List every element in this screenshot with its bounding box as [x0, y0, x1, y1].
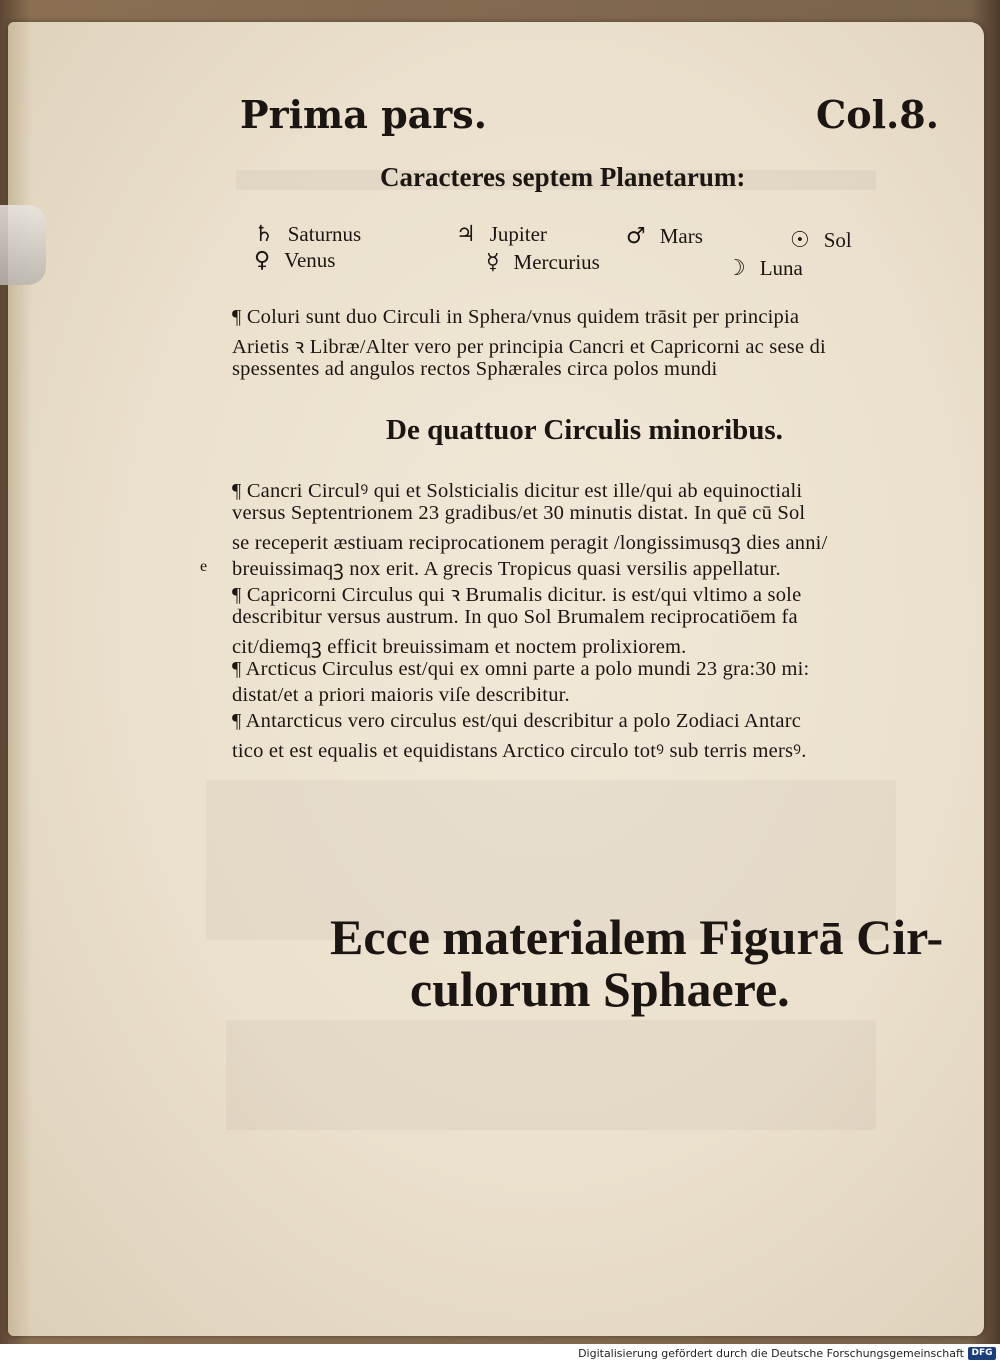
planet-mars: [626, 224, 703, 249]
text-line: versus Septentrionem 23 gradibus/et 30 minutis distat. In quē cū Sol: [232, 502, 806, 524]
dfg-logo: DFG: [968, 1347, 996, 1360]
funding-notice: Digitalisierung gefördert durch die Deutsche Forschungsgemeinschaft: [578, 1347, 964, 1360]
running-head: Prima pars.: [240, 92, 487, 137]
text-line: ¶ Cancri Circulꝰ qui et Solsticialis dicitur est ille/qui ab equinoctiali: [232, 480, 803, 502]
planet-name: Saturnus: [287, 222, 362, 246]
text-line: ¶ Arcticus Circulus est/qui ex omni parte a polo mundi 23 gra:30 mi:: [232, 658, 810, 680]
planet-name: Mercurius: [513, 250, 600, 274]
text-line: ¶ Capricorni Circulus qui ꝛ Brumalis dicitur. is est/qui vltimo a sole: [232, 584, 802, 606]
planets-heading: Caracteres septem Planetarum:: [380, 162, 746, 192]
figure-caption-line: culorum Sphaere.: [410, 961, 790, 1017]
text-line: ¶ Coluri sunt duo Circuli in Sphera/vnus quidem trāsit per principia: [232, 306, 800, 328]
margin-mark: e: [200, 558, 208, 575]
text-line: tico et est equalis et equidistans Arctico circulo totꝰ sub terris mersꝰ.: [232, 740, 807, 762]
text-line: cit/diemqꝫ efficit breuissimam et noctem prolixiorem.: [232, 636, 687, 658]
planet-name: Luna: [759, 256, 803, 280]
show-through-block: [226, 1020, 876, 1130]
planet-saturnus: [254, 222, 361, 247]
footer-bar: [0, 1344, 1000, 1364]
mercury-icon: ☿: [486, 250, 500, 275]
text-line: describitur versus austrum. In quo Sol Brumalem reciprocatiōem fa: [232, 606, 798, 628]
mars-icon: ♂: [626, 224, 646, 249]
text-line: Arietis ꝛ Libræ/Alter vero per principia Cancri et Capricorni ac sese di: [232, 336, 826, 358]
planet-name: Sol: [823, 228, 852, 252]
page-clip: [0, 205, 46, 285]
jupiter-icon: ♃: [456, 222, 476, 247]
venus-icon: ♀: [254, 248, 271, 273]
planet-name: Venus: [284, 248, 336, 272]
sun-icon: ☉: [790, 228, 810, 253]
text-line: ¶ Antarcticus vero circulus est/qui describitur a polo Zodiaci Antarc: [232, 710, 802, 732]
planet-mercurius: [486, 250, 600, 275]
text-line: breuissimaqꝫ nox erit. A grecis Tropicus quasi versilis appellatur.: [232, 558, 781, 580]
text-line: spessentes ad angulos rectos Sphærales circa polos mundi: [232, 358, 718, 380]
text-line: se receperit æstiuam reciprocationem peragit /longissimusqꝫ dies anni/: [232, 532, 828, 554]
planet-venus: [254, 248, 335, 273]
text-line: distat/et a priori maioris viſe describitur.: [232, 684, 570, 706]
moon-icon: ☽: [726, 256, 746, 281]
figure-caption-line: Ecce materialem Figurā Cir-: [330, 909, 944, 965]
planet-name: Mars: [659, 224, 703, 248]
section-heading: De quattuor Circulis minoribus.: [386, 414, 783, 446]
planet-sol: [790, 228, 852, 253]
saturn-icon: ♄: [254, 222, 274, 247]
planet-luna: [726, 256, 803, 281]
planet-jupiter: [456, 222, 547, 247]
planet-name: Jupiter: [489, 222, 547, 246]
column-number: Col.8.: [816, 92, 939, 137]
